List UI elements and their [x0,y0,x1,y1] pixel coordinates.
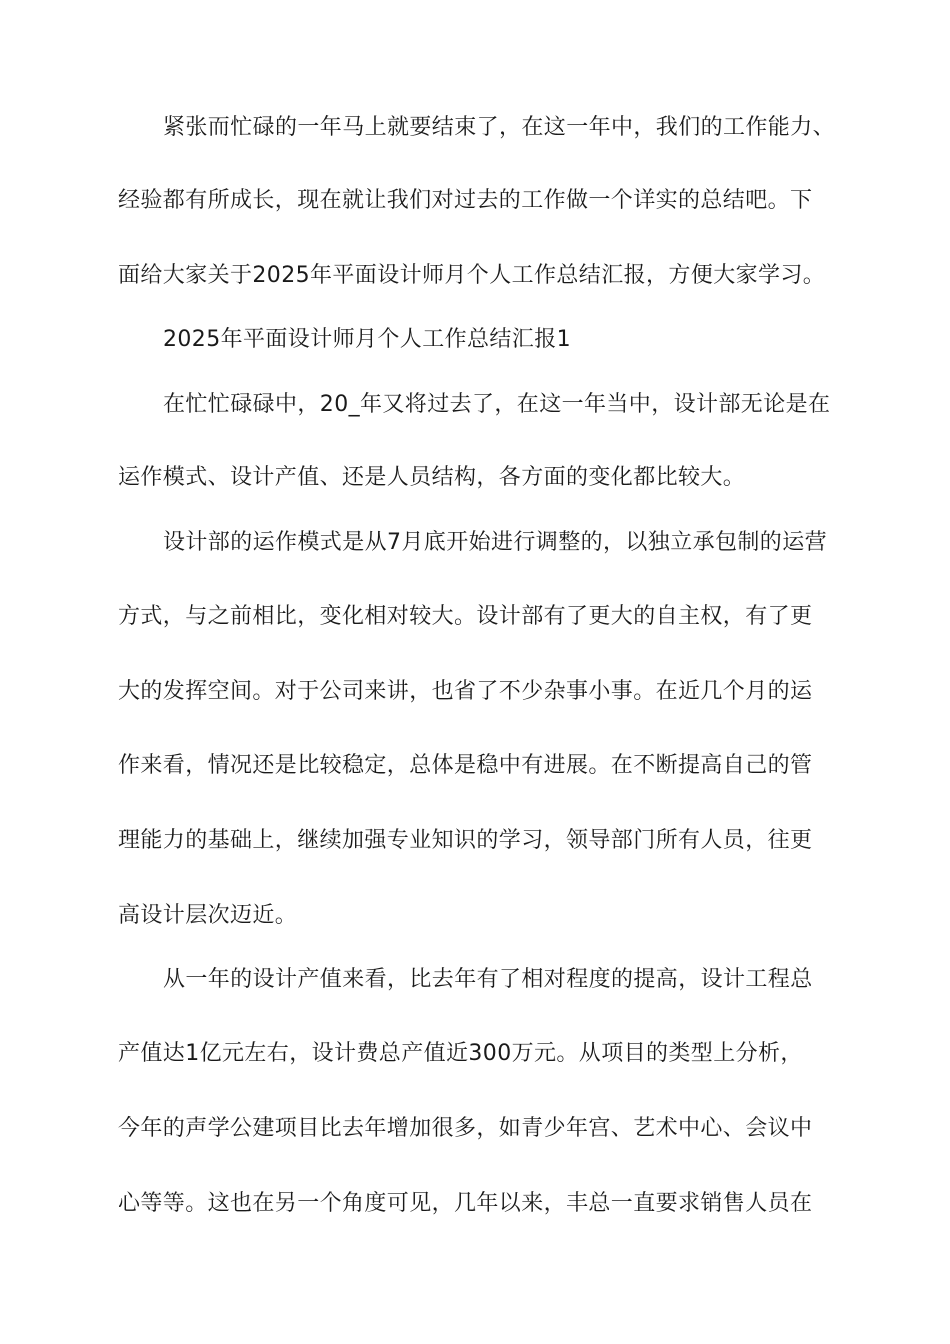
paragraph-2-line-3: 大的发挥空间。对于公司来讲，也省了不少杂事小事。在近几个月的运 [118,679,813,704]
paragraph-2-line-6: 高设计层次迈近。 [118,903,298,928]
paragraph-3-line-3: 今年的声学公建项目比去年增加很多，如青少年宫、艺术中心、会议中 [118,1116,813,1141]
paragraph-2-line-1: 设计部的运作模式是从7月底开始进行调整的，以独立承包制的运营 [163,530,827,555]
paragraph-1-line-2: 运作模式、设计产值、还是人员结构，各方面的变化都比较大。 [118,465,746,490]
paragraph-3-line-1: 从一年的设计产值来看，比去年有了相对程度的提高，设计工程总 [163,967,813,992]
paragraph-2-line-2: 方式，与之前相比，变化相对较大。设计部有了更大的自主权，有了更 [118,604,813,629]
paragraph-2-line-5: 理能力的基础上，继续加强专业知识的学习，领导部门所有人员，往更 [118,828,813,853]
paragraph-intro-line-1: 紧张而忙碌的一年马上就要结束了，在这一年中，我们的工作能力、 [163,115,836,140]
paragraph-intro-line-3: 面给大家关于2025年平面设计师月个人工作总结汇报，方便大家学习。 [118,263,826,288]
section-heading: 2025年平面设计师月个人工作总结汇报1 [163,327,571,352]
paragraph-3-line-4: 心等等。这也在另一个角度可见，几年以来，丰总一直要求销售人员在 [118,1191,813,1216]
paragraph-2-line-4: 作来看，情况还是比较稳定，总体是稳中有进展。在不断提高自己的管 [118,753,813,778]
paragraph-3-line-2: 产值达1亿元左右，设计费总产值近300万元。从项目的类型上分析， [118,1041,803,1066]
paragraph-1-line-1: 在忙忙碌碌中，20_年又将过去了，在这一年当中，设计部无论是在 [163,392,831,417]
paragraph-intro-line-2: 经验都有所成长，现在就让我们对过去的工作做一个详实的总结吧。下 [118,188,813,213]
